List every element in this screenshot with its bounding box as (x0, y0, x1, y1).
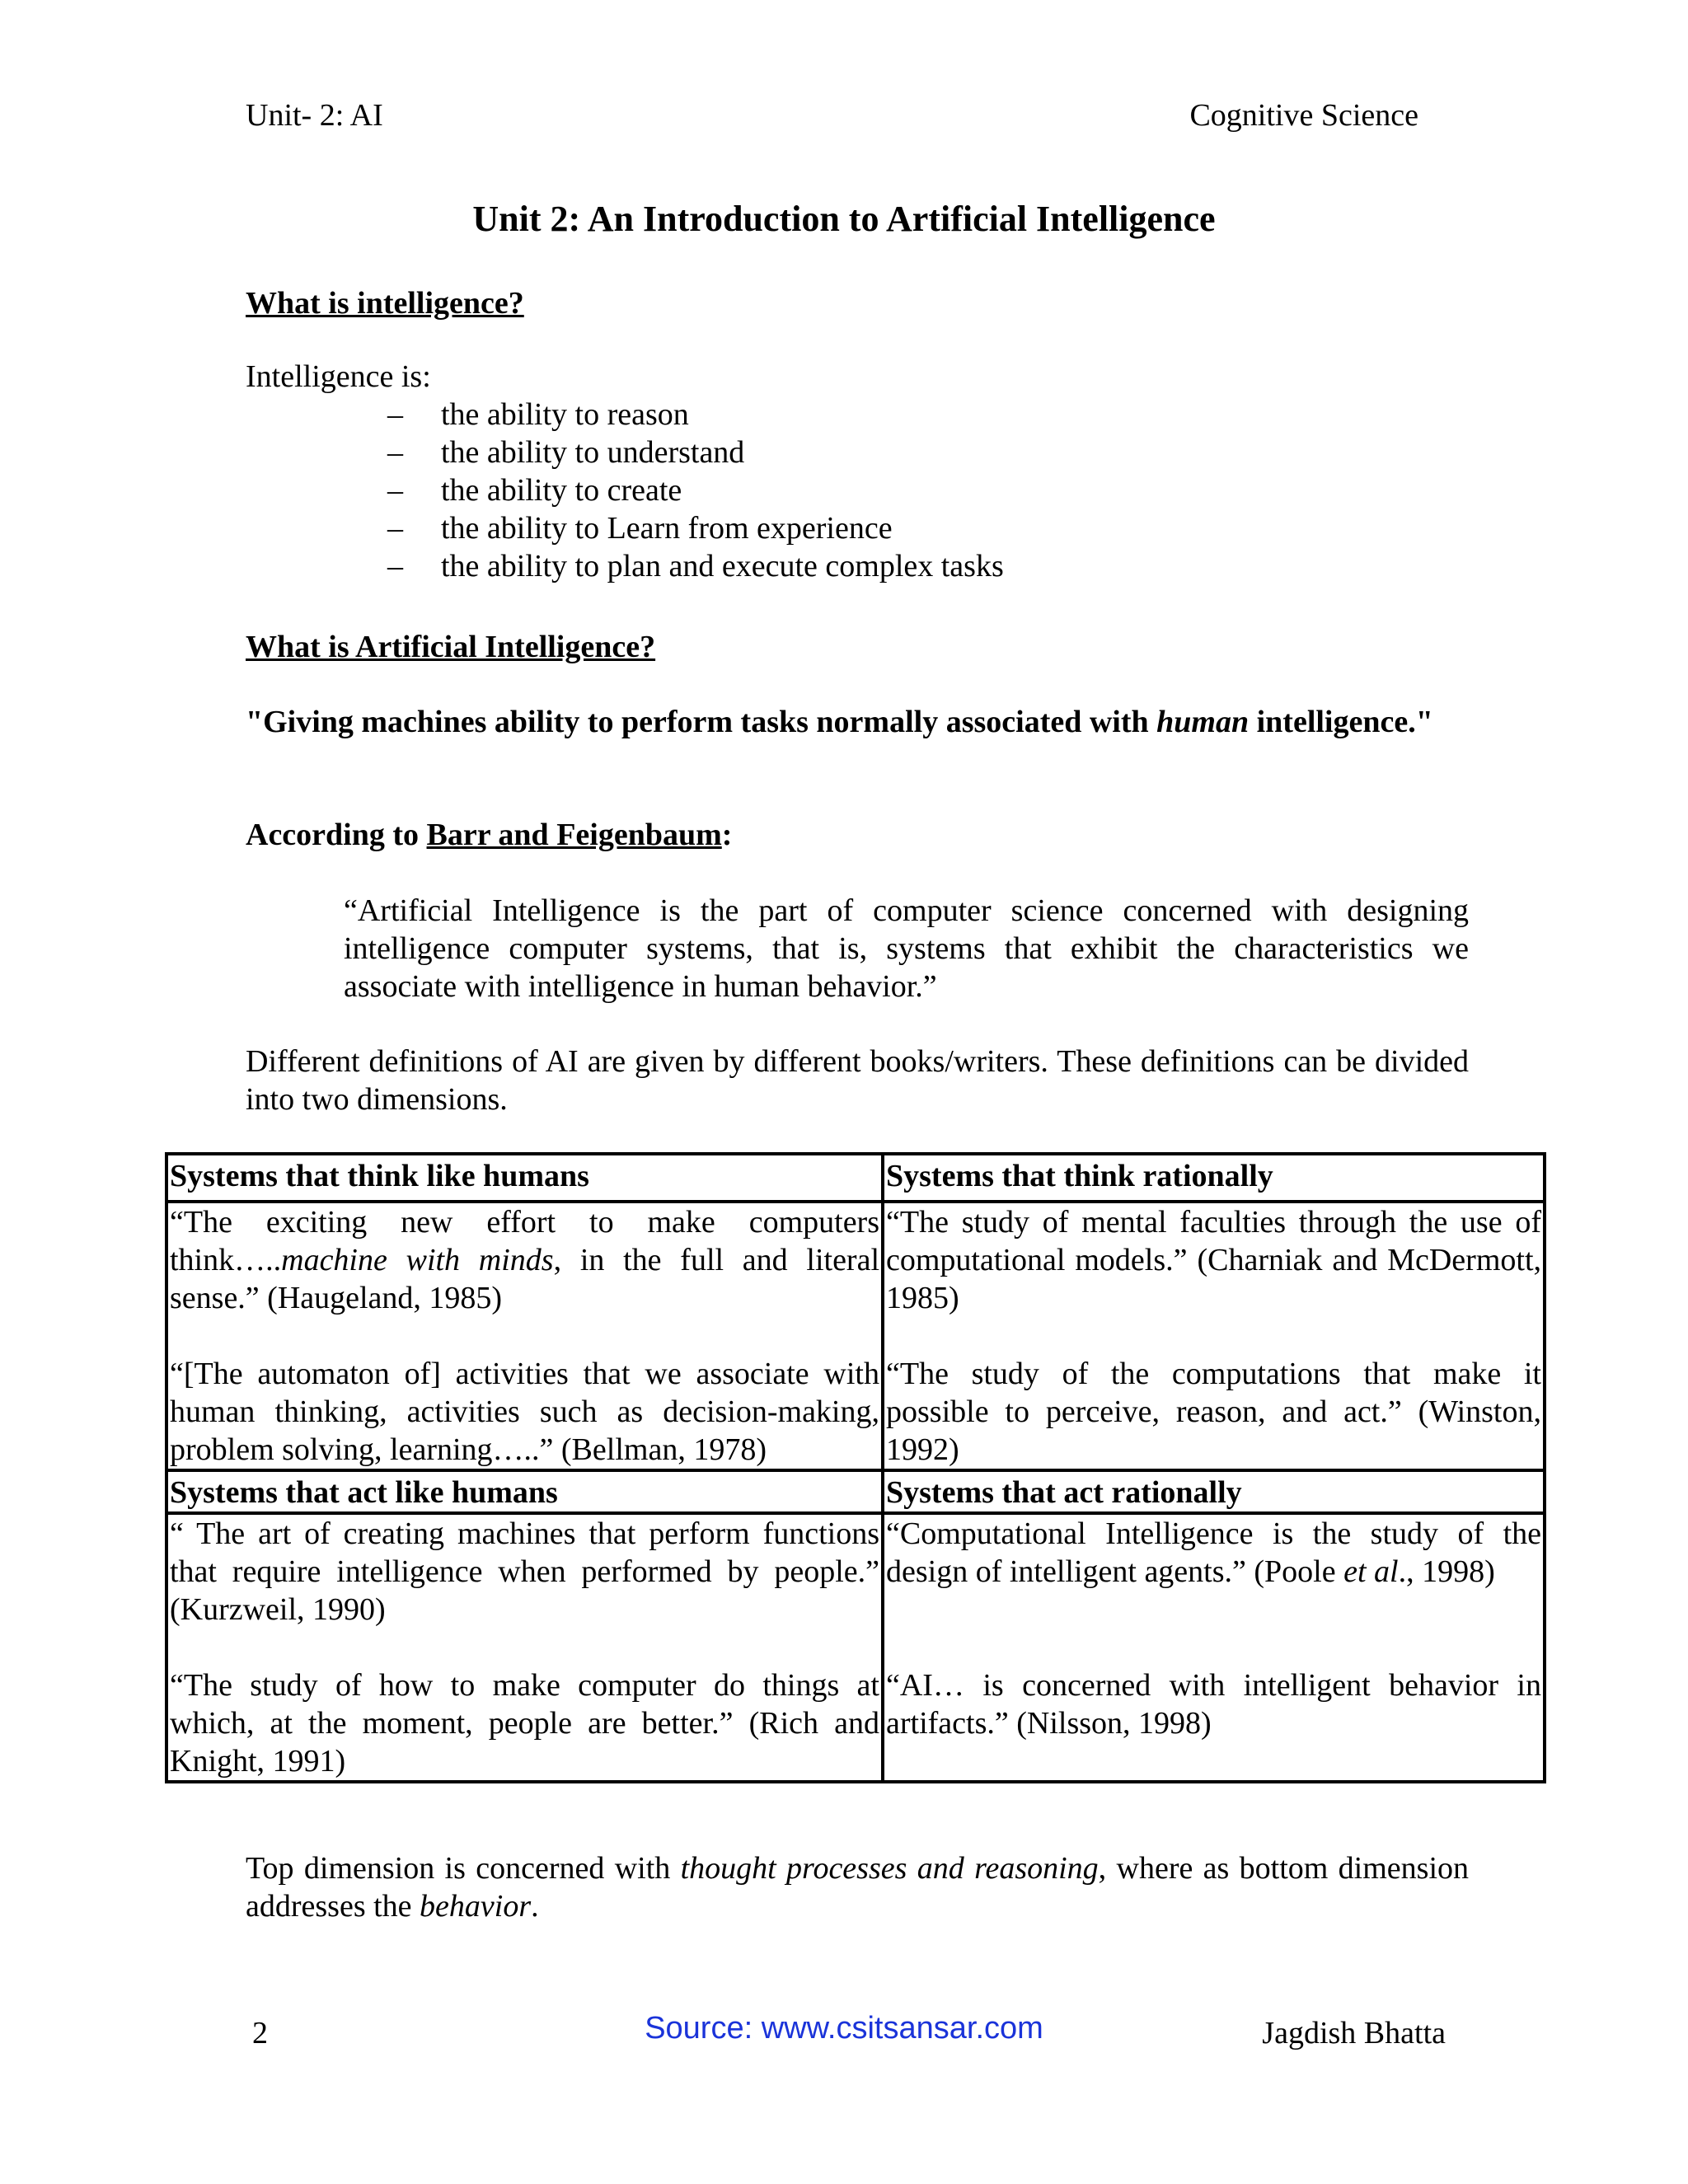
quote-poole (886, 1515, 1541, 1591)
header-unit: Unit- 2: AI (246, 98, 383, 133)
quote-winston: “The study of the computations that make it possible to perceive, reason, and act.” (Winston, 1992) (886, 1357, 1541, 1467)
header-act-humans: Systems that act like humans (166, 1470, 883, 1513)
header-act-rationally: Systems that act rationally (883, 1470, 1545, 1513)
bullet-dash: – (387, 435, 403, 470)
closing-text: , where as bottom dimension addresses the (246, 1851, 1470, 1924)
quote-text: “Computational Intelligence is the study of the design of intelligent agents.” (Poole (886, 1516, 1541, 1589)
ai-definition-text: "Giving machines ability to perform tasks normally associated with (246, 705, 1157, 739)
cell-think-humans (166, 1202, 883, 1470)
list-item-text: the ability to Learn from experience (441, 511, 893, 546)
cell-act-humans (166, 1513, 883, 1782)
list-item (387, 547, 1004, 585)
barr-feigenbaum-quote: “Artificial Intelligence is the part of computer science concerned with designing intelligence computer systems, that is, systems that exhibit the characteristics we associate with intelligence in human behavior.” (344, 893, 1469, 1004)
according-prefix: According to (246, 818, 427, 852)
list-item (387, 471, 1004, 509)
header-subject: Cognitive Science (1189, 98, 1418, 133)
quote-kurzweil: “ The art of creating machines that perform functions that require intelligence when performed by people.” (Kurzweil, 1990) (170, 1516, 879, 1627)
ai-definition-end: intelligence." (1249, 705, 1433, 739)
table-row (166, 1202, 1545, 1470)
quote-text: “The exciting new effort to make computers think….. (170, 1205, 879, 1277)
ai-definitions-table (165, 1152, 1546, 1783)
according-colon: : (721, 818, 733, 852)
page-title: Unit 2: An Introduction to Artificial Intelligence (472, 199, 1216, 239)
list-item-text: the ability to understand (441, 435, 745, 470)
quote-text: ., 1998) (1398, 1554, 1495, 1589)
ai-definition-emphasis: human (1156, 705, 1250, 739)
closing-text: . (531, 1889, 539, 1924)
list-item (387, 396, 1004, 434)
definitions-paragraph: Different definitions of AI are given by different books/writers. These definitions can be divided into two dimensions. (246, 1044, 1469, 1117)
quote-nilsson: “AI… is concerned with intelligent behavior in artifacts.” (Nilsson, 1998) (886, 1668, 1541, 1741)
bullet-dash: – (387, 397, 403, 432)
header-think-rationally: Systems that think rationally (883, 1154, 1545, 1202)
page-number: 2 (252, 2016, 268, 2050)
cell-think-rationally (883, 1202, 1545, 1470)
list-item-text: the ability to reason (441, 397, 689, 432)
quote-charniak: “The study of mental faculties through the use of computational models.” (Charniak and McDermott, 1985) (886, 1205, 1541, 1315)
closing-paragraph (246, 1849, 1469, 1925)
source-link[interactable]: Source: www.csitsansar.com (645, 2011, 1043, 2046)
list-item (387, 434, 1004, 471)
cell-act-rationally (883, 1513, 1545, 1782)
list-item-text: the ability to create (441, 473, 682, 508)
table-row (166, 1154, 1545, 1202)
bullet-dash: – (387, 511, 403, 546)
bullet-dash: – (387, 473, 403, 508)
intelligence-list (387, 396, 1004, 585)
author-name: Jagdish Bhatta (1262, 2016, 1446, 2050)
closing-text: Top dimension is concerned with (246, 1851, 681, 1886)
according-to-line (246, 816, 732, 854)
quote-emphasis: et al (1343, 1554, 1399, 1589)
quote-text: , in the full and literal sense.” (Haugeland, 1985) (170, 1243, 880, 1315)
quote-emphasis: machine with minds (281, 1243, 554, 1277)
heading-what-is-ai: What is Artificial Intelligence? (246, 630, 656, 664)
list-item-text: the ability to plan and execute complex tasks (441, 549, 1004, 583)
quote-haugeland (170, 1203, 879, 1317)
header-think-humans: Systems that think like humans (166, 1154, 883, 1202)
intelligence-intro: Intelligence is: (246, 359, 431, 394)
quote-bellman: “[The automaton of] activities that we associate with human thinking, activities such as decision-making, problem solving, learning…..” (Bellman, 1978) (170, 1357, 879, 1467)
list-item (387, 509, 1004, 547)
according-authors: Barr and Feigenbaum (426, 818, 722, 852)
table-row (166, 1513, 1545, 1782)
closing-emphasis: thought processes and reasoning (680, 1851, 1099, 1886)
table-row (166, 1470, 1545, 1513)
ai-definition (246, 703, 1469, 741)
heading-what-is-intelligence: What is intelligence? (246, 286, 524, 321)
bullet-dash: – (387, 549, 403, 583)
closing-emphasis: behavior (420, 1889, 532, 1924)
quote-rich-knight: “The study of how to make computer do things at which, at the moment, people are better.” (Rich and Knight, 1991) (170, 1668, 879, 1779)
